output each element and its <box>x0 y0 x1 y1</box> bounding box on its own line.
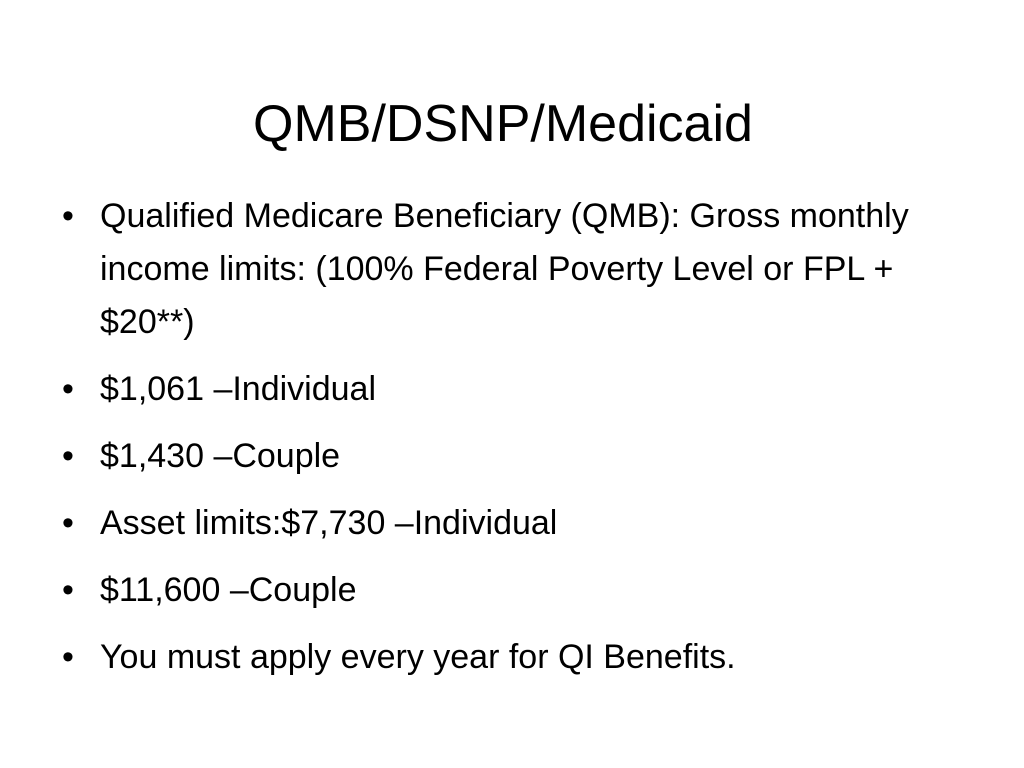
bullet-item-individual-income <box>62 363 962 416</box>
bullet-item-asset-individual <box>62 497 962 550</box>
bullet-item-apply-yearly <box>62 631 962 684</box>
bullet-icon: • <box>62 437 74 475</box>
bullet-icon: • <box>62 571 74 609</box>
slide-title: QMB/DSNP/Medicaid <box>253 95 753 153</box>
bullet-text: $1,061 –Individual <box>100 370 377 408</box>
bullet-text: Asset limits:$7,730 –Individual <box>100 504 558 542</box>
bullet-text: $11,600 –Couple <box>100 571 357 609</box>
bullet-list <box>62 190 962 698</box>
bullet-text: You must apply every year for QI Benefits. <box>100 638 736 676</box>
bullet-text: $1,430 –Couple <box>100 437 341 475</box>
bullet-item-asset-couple <box>62 564 962 617</box>
bullet-text: Qualified Medicare Beneficiary (QMB): Gross monthly income limits: (100% Federal Poverty Level or FPL + $20**) <box>100 197 909 341</box>
bullet-icon: • <box>62 638 74 676</box>
bullet-icon: • <box>62 197 74 235</box>
bullet-icon: • <box>62 504 74 542</box>
bullet-item-couple-income <box>62 430 962 483</box>
bullet-item-qmb <box>62 190 962 349</box>
bullet-icon: • <box>62 370 74 408</box>
